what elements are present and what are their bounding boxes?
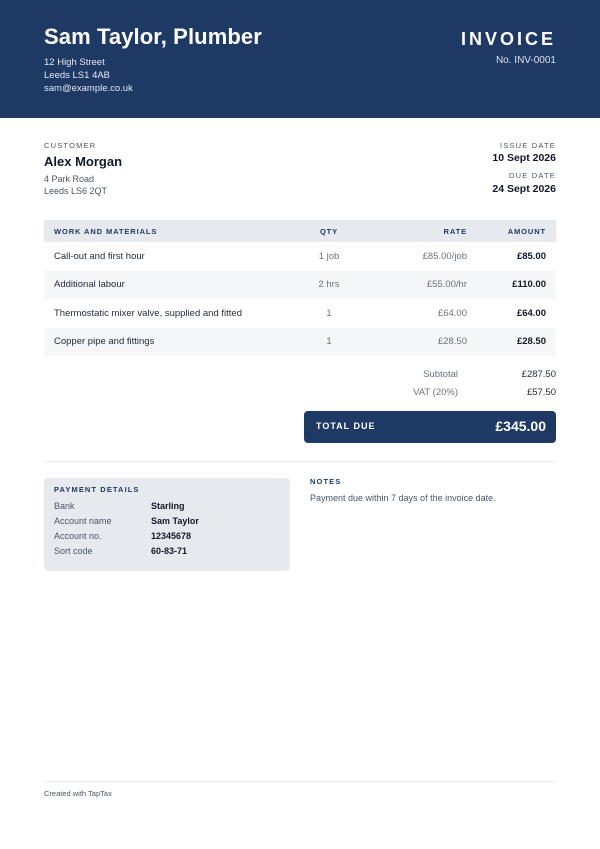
item-rate: £85.00/job <box>422 250 467 262</box>
table-row <box>44 299 556 328</box>
item-rate: £55.00/hr <box>426 279 467 291</box>
column-header-description: WORK AND MATERIALS <box>54 226 158 236</box>
payment-value-sort-code: 60-83-71 <box>151 546 188 556</box>
footer-credit: Created with TapTax <box>44 789 112 798</box>
document-title: INVOICE <box>460 29 556 49</box>
table-row <box>44 242 556 271</box>
table-header <box>44 220 556 242</box>
item-rate: £64.00 <box>437 307 467 319</box>
due-date-value: 24 Sept 2026 <box>492 183 556 195</box>
column-header-amount: AMOUNT <box>507 226 546 236</box>
total-due-value: £345.00 <box>495 418 546 434</box>
business-address-line1: 12 High Street <box>44 57 105 68</box>
notes-text: Payment due within 7 days of the invoice date. <box>310 493 496 503</box>
table-row <box>44 271 556 300</box>
item-amount: £28.50 <box>516 336 546 348</box>
due-date-label: DUE DATE <box>509 171 556 180</box>
subtotal-label: Subtotal <box>423 369 458 380</box>
customer-label: CUSTOMER <box>44 141 97 150</box>
table-row <box>44 328 556 357</box>
customer-address-line1: 4 Park Road <box>44 174 95 184</box>
item-qty: 1 <box>326 336 332 348</box>
notes-title: NOTES <box>310 477 342 486</box>
item-qty: 1 <box>326 307 332 319</box>
payment-value-account-name: Sam Taylor <box>151 516 199 526</box>
item-description: Call-out and first hour <box>54 250 145 262</box>
column-header-qty: QTY <box>319 226 339 236</box>
payment-value-account-number: 12345678 <box>151 531 192 541</box>
payment-key-account-number: Account no. <box>54 531 102 541</box>
footer-divider <box>44 781 556 782</box>
item-amount: £64.00 <box>516 307 546 319</box>
total-due-label: TOTAL DUE <box>316 421 376 431</box>
business-name: Sam Taylor, Plumber <box>44 24 262 49</box>
line-items-table <box>44 220 556 356</box>
customer-address-line2: Leeds LS6 2QT <box>44 186 108 196</box>
item-rate: £28.50 <box>437 336 467 348</box>
payment-key-bank: Bank <box>54 501 75 511</box>
payment-details-title: PAYMENT DETAILS <box>54 485 140 494</box>
item-qty: 2 hrs <box>318 279 340 291</box>
section-divider <box>44 461 556 462</box>
invoice-number: No. INV-0001 <box>495 55 556 66</box>
item-description: Additional labour <box>54 279 125 291</box>
business-address-line2: Leeds LS1 4AB <box>44 70 111 81</box>
customer-name: Alex Morgan <box>44 154 123 169</box>
business-email: sam@example.co.uk <box>44 83 133 94</box>
item-description: Thermostatic mixer valve, supplied and fitted <box>54 307 242 319</box>
vat-value: £57.50 <box>526 387 556 398</box>
vat-label: VAT (20%) <box>413 387 458 398</box>
item-qty: 1 job <box>318 250 340 262</box>
item-amount: £85.00 <box>516 250 546 262</box>
invoice-header <box>0 0 600 118</box>
item-description: Copper pipe and fittings <box>54 336 155 348</box>
total-due-box <box>304 411 556 443</box>
column-header-rate: RATE <box>443 226 467 236</box>
item-amount: £110.00 <box>512 279 546 291</box>
payment-value-bank: Starling <box>151 501 185 511</box>
issue-date-label: ISSUE DATE <box>499 141 556 150</box>
payment-key-sort-code: Sort code <box>54 546 93 556</box>
issue-date-value: 10 Sept 2026 <box>492 152 556 164</box>
payment-details-box <box>44 478 290 571</box>
payment-key-account-name: Account name <box>54 516 112 526</box>
subtotal-value: £287.50 <box>521 369 556 380</box>
